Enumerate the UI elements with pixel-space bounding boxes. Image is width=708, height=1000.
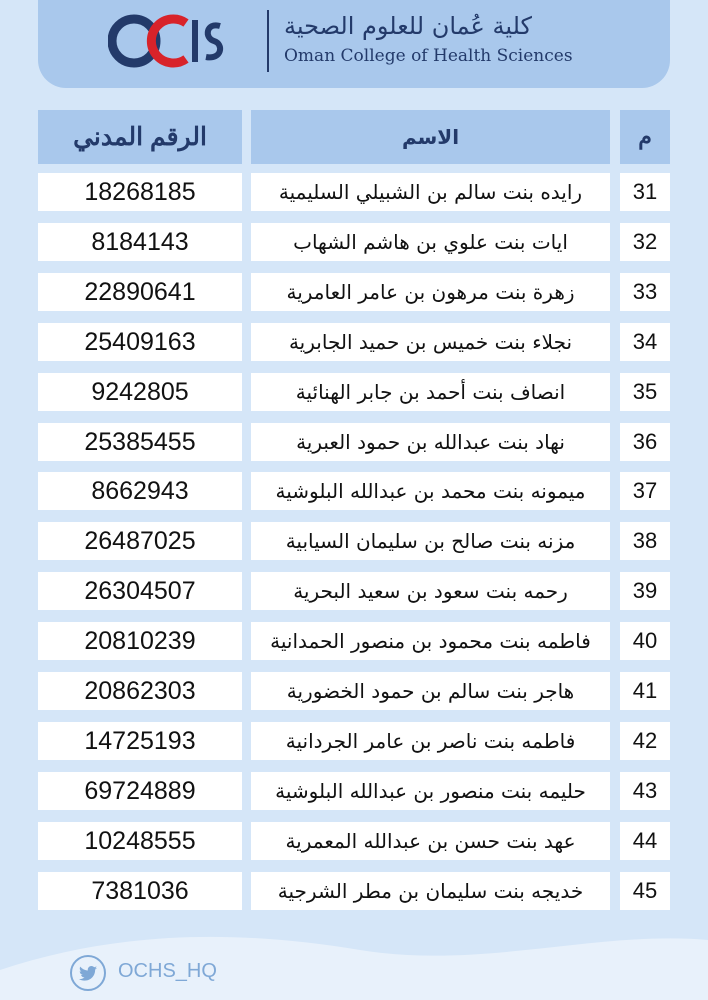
row-name: نهاد بنت عبدالله بن حمود العبرية: [251, 423, 610, 461]
row-civil-id: 8184143: [38, 223, 242, 261]
row-number: 34: [620, 323, 670, 361]
footer-wave: [0, 920, 708, 1000]
row-name: فاطمه بنت محمود بن منصور الحمدانية: [251, 622, 610, 660]
row-name: ايات بنت علوي بن هاشم الشهاب: [251, 223, 610, 261]
row-number: 37: [620, 472, 670, 510]
row-civil-id: 9242805: [38, 373, 242, 411]
row-number: 31: [620, 173, 670, 211]
row-civil-id: 20862303: [38, 672, 242, 710]
row-civil-id: 25385455: [38, 423, 242, 461]
row-name: مزنه بنت صالح بن سليمان السيابية: [251, 522, 610, 560]
logo-text: OCHS: [108, 8, 111, 9]
row-number: 42: [620, 722, 670, 760]
row-civil-id: 22890641: [38, 273, 242, 311]
row-name: عهد بنت حسن بن عبدالله المعمرية: [251, 822, 610, 860]
row-civil-id: 69724889: [38, 772, 242, 810]
row-civil-id: 8662943: [38, 472, 242, 510]
row-civil-id: 26304507: [38, 572, 242, 610]
row-number: 40: [620, 622, 670, 660]
row-name: حليمه بنت منصور بن عبدالله البلوشية: [251, 772, 610, 810]
college-name-english: Oman College of Health Sciences: [284, 46, 573, 66]
column-header-number: م: [620, 110, 670, 164]
row-name: زهرة بنت مرهون بن عامر العامرية: [251, 273, 610, 311]
twitter-icon[interactable]: [70, 955, 106, 991]
row-name: فاطمه بنت ناصر بن عامر الجردانية: [251, 722, 610, 760]
college-name-arabic: كلية عُمان للعلوم الصحية: [284, 12, 532, 40]
row-number: 35: [620, 373, 670, 411]
row-name: نجلاء بنت خميس بن حميد الجابرية: [251, 323, 610, 361]
row-number: 41: [620, 672, 670, 710]
row-number: 44: [620, 822, 670, 860]
row-civil-id: 25409163: [38, 323, 242, 361]
twitter-handle[interactable]: OCHS_HQ: [118, 960, 217, 982]
row-name: ميمونه بنت محمد بن عبدالله البلوشية: [251, 472, 610, 510]
row-civil-id: 18268185: [38, 173, 242, 211]
row-number: 33: [620, 273, 670, 311]
row-number: 38: [620, 522, 670, 560]
row-name: انصاف بنت أحمد بن جابر الهنائية: [251, 373, 610, 411]
ochs-logo: [108, 8, 228, 74]
row-name: رايده بنت سالم بن الشبيلي السليمية: [251, 173, 610, 211]
row-number: 45: [620, 872, 670, 910]
row-civil-id: 20810239: [38, 622, 242, 660]
column-header-name: الاسم: [251, 110, 610, 164]
row-number: 36: [620, 423, 670, 461]
row-number: 43: [620, 772, 670, 810]
row-civil-id: 10248555: [38, 822, 242, 860]
row-name: خديجه بنت سليمان بن مطر الشرجية: [251, 872, 610, 910]
twitter-bird-icon: [79, 966, 97, 981]
row-number: 32: [620, 223, 670, 261]
row-name: رحمه بنت سعود بن سعيد البحرية: [251, 572, 610, 610]
row-name: هاجر بنت سالم بن حمود الخضورية: [251, 672, 610, 710]
row-civil-id: 26487025: [38, 522, 242, 560]
column-header-civil-id: الرقم المدني: [38, 110, 242, 164]
row-civil-id: 7381036: [38, 872, 242, 910]
row-civil-id: 14725193: [38, 722, 242, 760]
logo-separator: [267, 10, 269, 72]
row-number: 39: [620, 572, 670, 610]
